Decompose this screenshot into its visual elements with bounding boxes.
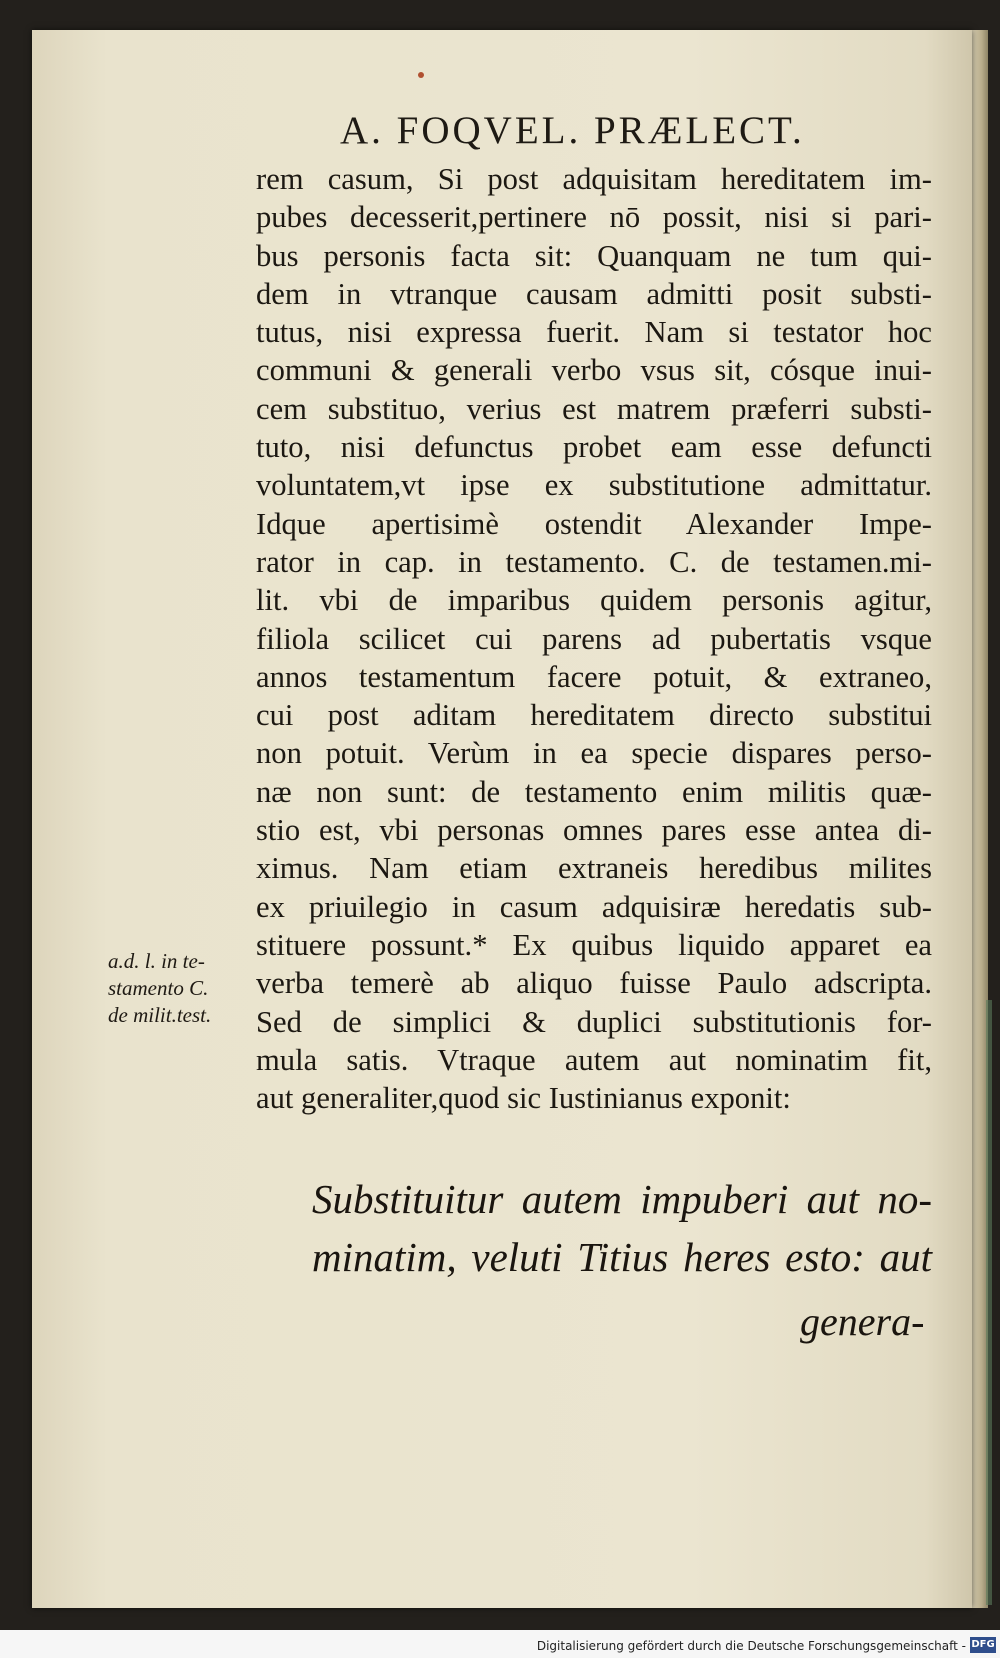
dfg-logo-icon: DFG bbox=[970, 1637, 996, 1653]
text-line: cui post aditam hereditatem directo substitui bbox=[256, 698, 932, 733]
text-line: voluntatem,vt ipse ex substitutione admittatur. bbox=[256, 468, 932, 503]
text-line: cem substituo, verius est matrem præferri substi- bbox=[256, 391, 932, 426]
running-head: A. FOQVEL. PRÆLECT. bbox=[340, 109, 805, 152]
marginal-note bbox=[108, 948, 248, 1029]
text-line: næ non sunt: de testamento enim militis quæ- bbox=[256, 774, 932, 809]
text-line: filiola scilicet cui parens ad pubertatis vsque bbox=[256, 621, 932, 656]
text-line: non potuit. Verùm in ea specie dispares perso- bbox=[256, 736, 932, 771]
text-line: pubes decesserit,pertinere nō possit, nisi si pari- bbox=[256, 200, 932, 235]
ink-dot bbox=[418, 72, 424, 78]
marginal-note-line: stamento C. bbox=[108, 976, 209, 1000]
text-line: bus personis facta sit: Quanquam ne tum qui- bbox=[256, 238, 932, 273]
text-line: verba temerè ab aliquo fuisse Paulo adscripta. bbox=[256, 966, 932, 1001]
text-line: rem casum, Si post adquisitam hereditatem im- bbox=[256, 162, 932, 196]
text-line: annos testamentum facere potuit, & extraneo, bbox=[256, 659, 932, 694]
text-line: stio est, vbi personas omnes pares esse antea di- bbox=[256, 813, 932, 848]
footer-credit: Digitalisierung gefördert durch die Deutsche Forschungsgemeinschaft - bbox=[536, 1639, 966, 1653]
text-line: tuto, nisi defunctus probet eam esse defuncti bbox=[256, 430, 932, 465]
body-text bbox=[256, 160, 932, 1117]
text-line: rator in cap. in testamento. C. de testamen.mi- bbox=[256, 544, 932, 579]
text-line: tutus, nisi expressa fuerit. Nam si testator hoc bbox=[256, 315, 932, 350]
marginal-note-line: de milit.test. bbox=[108, 1003, 212, 1027]
quoted-line: minatim, veluti Titius heres esto: aut bbox=[312, 1234, 932, 1280]
quoted-passage bbox=[312, 1170, 932, 1286]
text-line: stituere possunt.* Ex quibus liquido apparet ea bbox=[256, 927, 932, 962]
text-line: Sed de simplici & duplici substitutionis for- bbox=[256, 1004, 932, 1039]
page-edge-marker bbox=[986, 1000, 992, 1605]
quoted-line: Substituitur autem impuberi aut no- bbox=[312, 1176, 932, 1222]
marginal-note-line: a.d. l. in te- bbox=[108, 949, 205, 973]
text-line: lit. vbi de imparibus quidem personis agitur, bbox=[256, 583, 932, 618]
text-line: ex priuilegio in casum adquisiræ heredatis sub- bbox=[256, 889, 932, 924]
text-line: ximus. Nam etiam extraneis heredibus milites bbox=[256, 851, 932, 886]
text-line: mula satis. Vtraque autem aut nominatim fit, bbox=[256, 1042, 932, 1077]
text-line: dem in vtranque causam admitti posit substi- bbox=[256, 276, 932, 311]
text-line: communi & generali verbo vsus sit, cósque inui- bbox=[256, 353, 932, 388]
text-line: Idque apertisimè ostendit Alexander Impe- bbox=[256, 506, 932, 541]
text-line: aut generaliter,quod sic Iustinianus exponit: bbox=[256, 1081, 791, 1116]
catchword: genera- bbox=[800, 1299, 925, 1344]
